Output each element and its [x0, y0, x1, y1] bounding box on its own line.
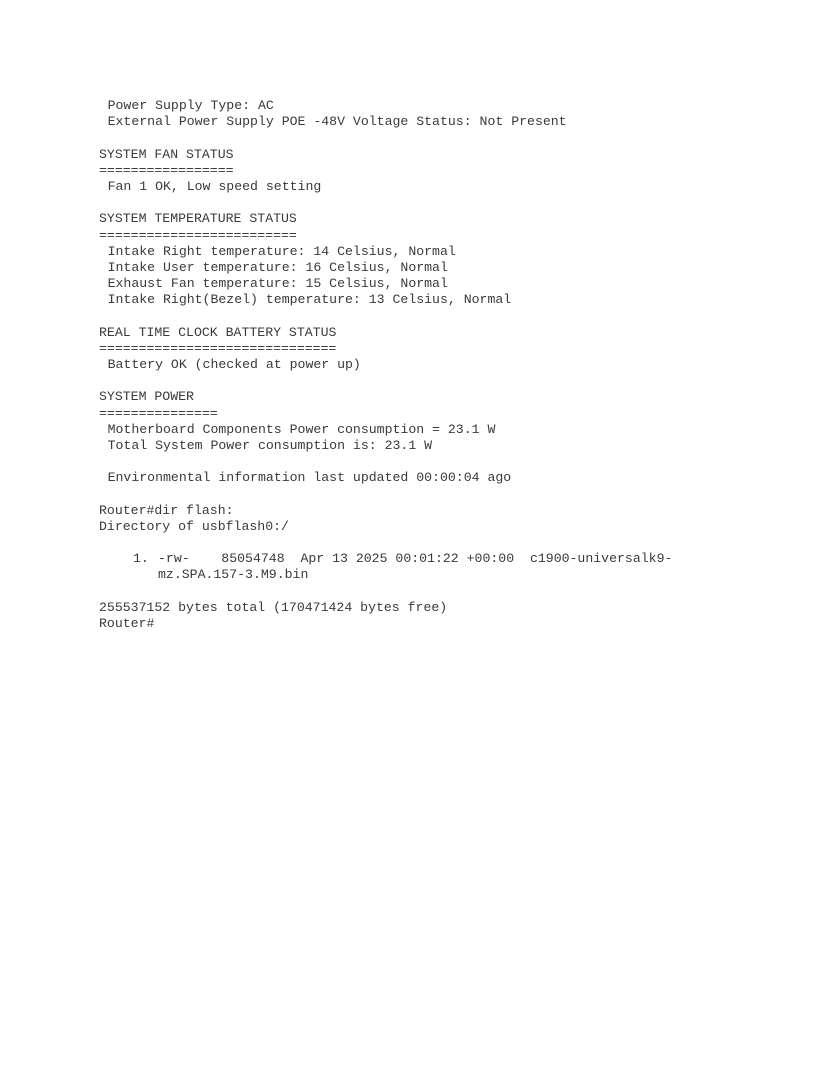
rtc-heading: REAL TIME CLOCK BATTERY STATUS [99, 324, 337, 340]
file-entry-name-continued: mz.SPA.157-3.M9.bin [158, 567, 309, 583]
spacer [99, 308, 799, 324]
temperature-heading: SYSTEM TEMPERATURE STATUS [99, 211, 297, 227]
poe-voltage-status: External Power Supply POE -48V Voltage Status: Not Present [107, 114, 567, 130]
temperature-line: Exhaust Fan temperature: 15 Celsius, Normal [107, 276, 448, 292]
fan-status-line: Fan 1 OK, Low speed setting [107, 178, 322, 194]
fan-rule: ================= [99, 162, 234, 178]
system-power-heading: SYSTEM POWER [99, 389, 194, 405]
temperature-line: Intake User temperature: 16 Celsius, Normal [107, 259, 448, 275]
router-prompt: Router# [99, 616, 155, 632]
power-supply-type: Power Supply Type: AC [107, 98, 274, 113]
spacer [99, 373, 799, 389]
env-updated-line: Environmental information last updated 00:00:04 ago [107, 470, 512, 486]
file-entry-number: 1. [133, 551, 149, 567]
directory-path: Directory of usbflash0:/ [99, 518, 289, 534]
spacer [99, 584, 799, 600]
file-entry-details: -rw- 85054748 Apr 13 2025 00:01:22 +00:00 c1900-universalk9- [158, 551, 673, 567]
fan-heading: SYSTEM FAN STATUS [99, 146, 234, 162]
spacer [99, 130, 799, 146]
spacer [99, 454, 799, 470]
power-consumption-line: Motherboard Components Power consumption = 23.1 W [107, 421, 496, 437]
system-power-rule: =============== [99, 405, 218, 421]
flash-summary: 255537152 bytes total (170471424 bytes free) [99, 599, 448, 615]
power-consumption-line: Total System Power consumption is: 23.1 W [107, 437, 433, 453]
file-entry [99, 551, 799, 567]
temperature-line: Intake Right(Bezel) temperature: 13 Celsius, Normal [107, 292, 512, 308]
spacer [99, 195, 799, 211]
rtc-rule: ============================== [99, 340, 337, 356]
spacer [99, 535, 799, 551]
temperature-rule: ========================= [99, 227, 297, 243]
temperature-line: Intake Right temperature: 14 Celsius, Normal [107, 243, 456, 259]
terminal-output [99, 98, 799, 632]
spacer [99, 487, 799, 503]
rtc-status-line: Battery OK (checked at power up) [107, 357, 361, 372]
dir-command: Router#dir flash: [99, 502, 234, 518]
